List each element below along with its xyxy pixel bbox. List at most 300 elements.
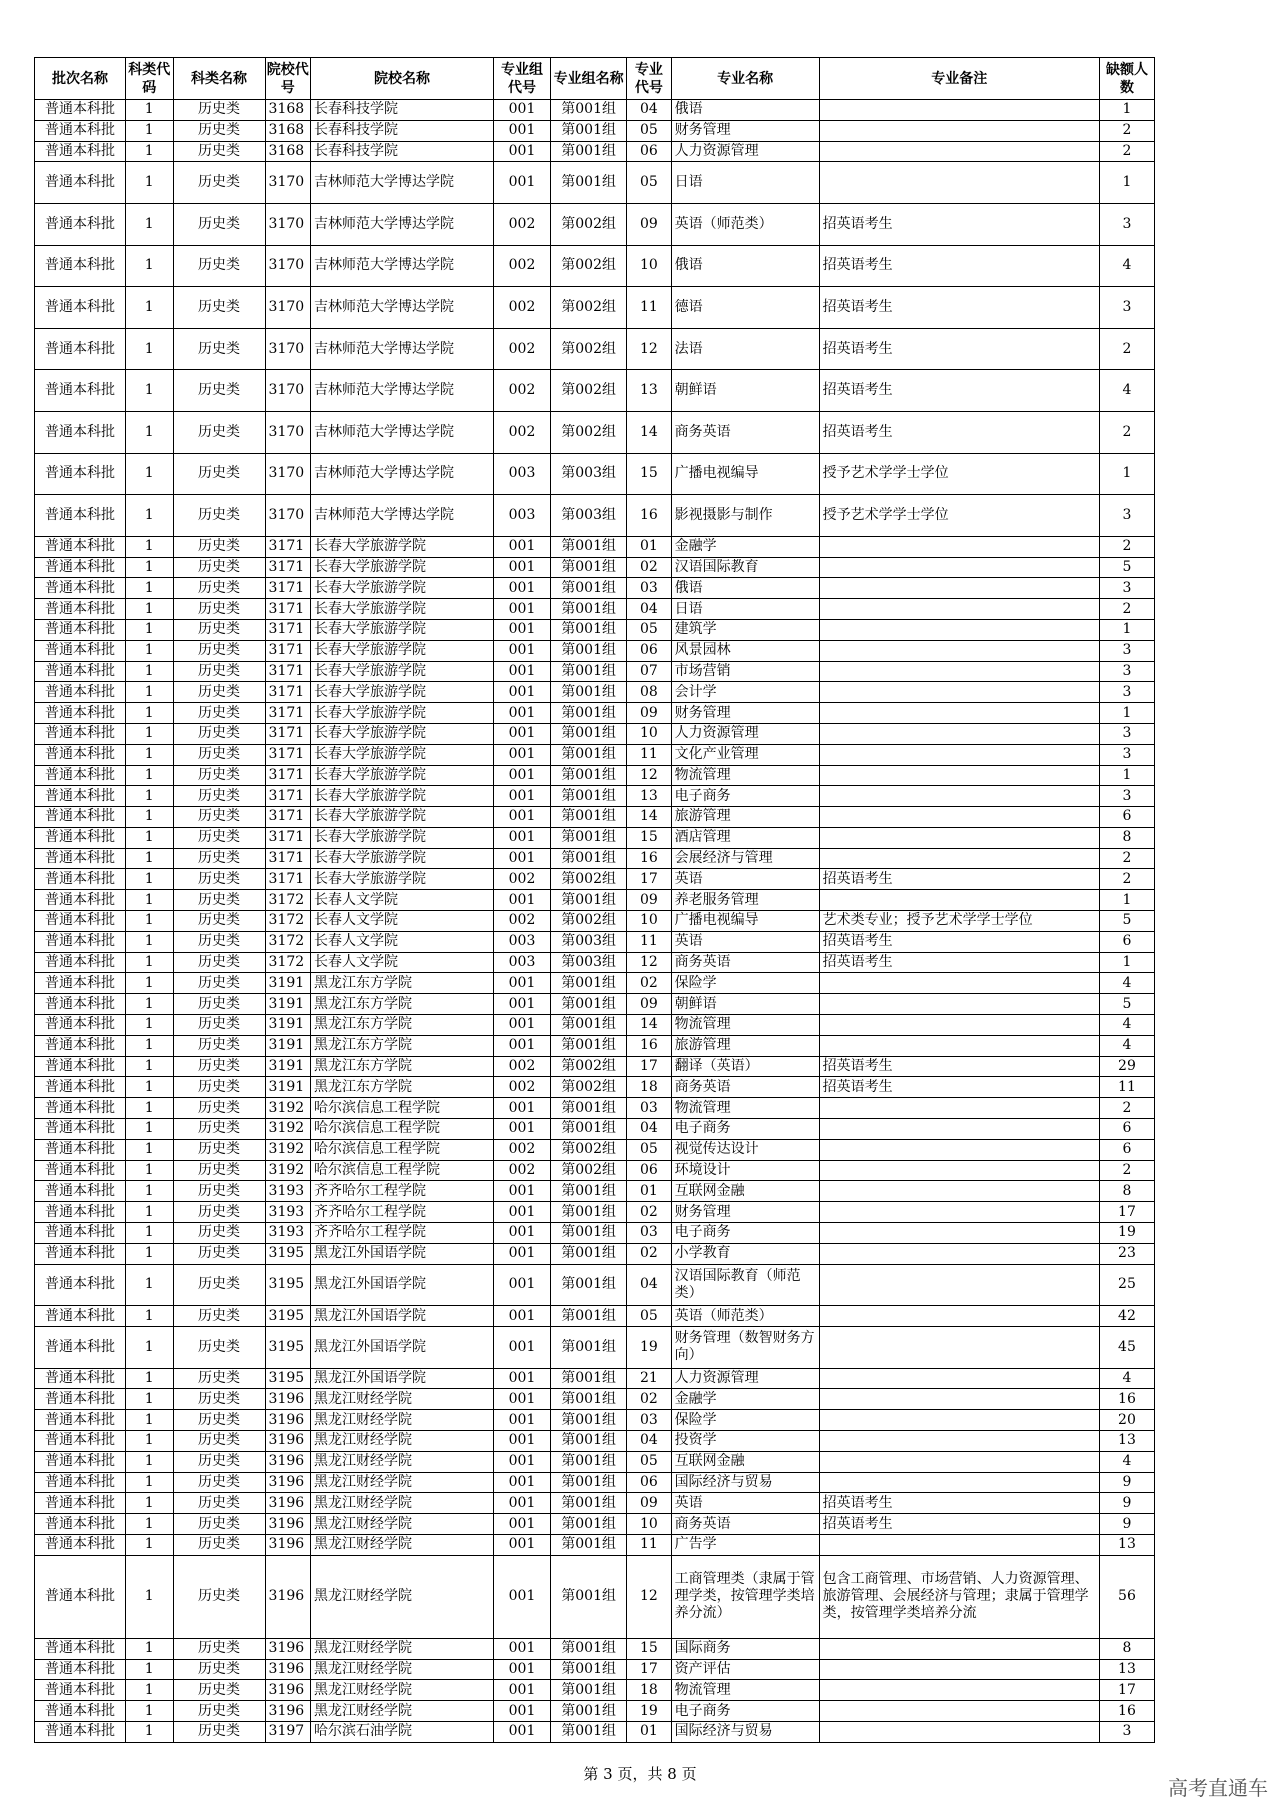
cell-school-code: 3170 [265, 287, 310, 329]
cell-major-note [819, 1327, 1099, 1369]
cell-major-code: 14 [627, 1015, 671, 1036]
cell-category-name: 历史类 [173, 1202, 265, 1223]
cell-category-code: 1 [125, 931, 173, 952]
cell-major-name: 互联网金融 [671, 1181, 819, 1202]
cell-group-code: 001 [493, 661, 550, 682]
cell-major-note [819, 1534, 1099, 1555]
cell-school-code: 3193 [265, 1223, 310, 1244]
cell-vacancy-count: 2 [1099, 328, 1154, 370]
cell-major-code: 03 [627, 1410, 671, 1431]
cell-school-name: 黑龙江东方学院 [311, 994, 494, 1015]
cell-major-note [819, 599, 1099, 620]
cell-category-code: 1 [125, 1493, 173, 1514]
table-row [35, 1077, 1155, 1098]
cell-school-code: 3171 [265, 640, 310, 661]
cell-major-code: 10 [627, 911, 671, 932]
cell-major-code: 15 [627, 453, 671, 495]
table-row [35, 1306, 1155, 1327]
table-row [35, 765, 1155, 786]
cell-group-name: 第002组 [551, 411, 627, 453]
cell-major-note [819, 557, 1099, 578]
cell-major-name: 电子商务 [671, 1701, 819, 1722]
cell-category-code: 1 [125, 1035, 173, 1056]
cell-major-name: 保险学 [671, 973, 819, 994]
cell-category-name: 历史类 [173, 994, 265, 1015]
cell-category-name: 历史类 [173, 703, 265, 724]
cell-major-code: 17 [627, 1659, 671, 1680]
cell-category-code: 1 [125, 1181, 173, 1202]
table-row [35, 1680, 1155, 1701]
cell-major-code: 06 [627, 1472, 671, 1493]
cell-category-code: 1 [125, 1202, 173, 1223]
cell-school-name: 哈尔滨信息工程学院 [311, 1160, 494, 1181]
cell-major-note: 招英语考生 [819, 245, 1099, 287]
cell-major-code: 14 [627, 411, 671, 453]
cell-group-name: 第001组 [551, 682, 627, 703]
cell-major-code: 07 [627, 661, 671, 682]
cell-major-name: 酒店管理 [671, 827, 819, 848]
cell-school-code: 3170 [265, 328, 310, 370]
table-row [35, 1368, 1155, 1389]
cell-major-code: 11 [627, 1534, 671, 1555]
cell-major-code: 16 [627, 848, 671, 869]
cell-category-code: 1 [125, 661, 173, 682]
cell-school-code: 3191 [265, 1056, 310, 1077]
cell-major-note: 招英语考生 [819, 952, 1099, 973]
cell-category-code: 1 [125, 1451, 173, 1472]
cell-category-name: 历史类 [173, 890, 265, 911]
cell-group-name: 第001组 [551, 100, 627, 121]
cell-batch-name: 普通本科批 [35, 1035, 126, 1056]
header-major-name: 专业名称 [671, 58, 819, 100]
cell-group-code: 002 [493, 370, 550, 412]
cell-group-name: 第001组 [551, 1680, 627, 1701]
table-row [35, 1035, 1155, 1056]
cell-major-note: 招英语考生 [819, 203, 1099, 245]
cell-vacancy-count: 3 [1099, 640, 1154, 661]
cell-major-code: 05 [627, 1451, 671, 1472]
table-row [35, 1410, 1155, 1431]
cell-major-note [819, 1389, 1099, 1410]
cell-major-code: 06 [627, 640, 671, 661]
cell-vacancy-count: 2 [1099, 536, 1154, 557]
cell-category-name: 历史类 [173, 1389, 265, 1410]
cell-group-name: 第001组 [551, 1035, 627, 1056]
cell-major-name: 金融学 [671, 1389, 819, 1410]
cell-major-code: 05 [627, 120, 671, 141]
cell-category-code: 1 [125, 411, 173, 453]
cell-major-code: 08 [627, 682, 671, 703]
cell-school-code: 3191 [265, 1035, 310, 1056]
cell-major-code: 01 [627, 1721, 671, 1742]
cell-major-code: 09 [627, 994, 671, 1015]
cell-major-code: 12 [627, 1555, 671, 1638]
cell-school-code: 3192 [265, 1139, 310, 1160]
cell-major-code: 02 [627, 557, 671, 578]
cell-major-code: 17 [627, 869, 671, 890]
cell-major-note [819, 1368, 1099, 1389]
table-row [35, 557, 1155, 578]
cell-category-name: 历史类 [173, 848, 265, 869]
cell-category-code: 1 [125, 1139, 173, 1160]
table-row [35, 1659, 1155, 1680]
cell-major-name: 法语 [671, 328, 819, 370]
cell-category-name: 历史类 [173, 619, 265, 640]
cell-batch-name: 普通本科批 [35, 328, 126, 370]
cell-category-name: 历史类 [173, 1451, 265, 1472]
cell-school-code: 3171 [265, 703, 310, 724]
cell-major-note [819, 1680, 1099, 1701]
cell-category-code: 1 [125, 807, 173, 828]
cell-major-note [819, 1223, 1099, 1244]
cell-major-code: 02 [627, 973, 671, 994]
cell-school-name: 黑龙江财经学院 [311, 1514, 494, 1535]
cell-major-code: 09 [627, 890, 671, 911]
cell-school-code: 3170 [265, 370, 310, 412]
cell-category-name: 历史类 [173, 1181, 265, 1202]
cell-batch-name: 普通本科批 [35, 848, 126, 869]
cell-group-name: 第001组 [551, 848, 627, 869]
table-row [35, 952, 1155, 973]
cell-group-name: 第001组 [551, 1389, 627, 1410]
cell-group-name: 第001组 [551, 141, 627, 162]
header-major-note: 专业备注 [819, 58, 1099, 100]
cell-category-name: 历史类 [173, 1493, 265, 1514]
cell-category-name: 历史类 [173, 807, 265, 828]
cell-school-name: 黑龙江外国语学院 [311, 1306, 494, 1327]
cell-major-code: 14 [627, 807, 671, 828]
cell-school-name: 长春人文学院 [311, 952, 494, 973]
cell-group-name: 第001组 [551, 619, 627, 640]
cell-category-name: 历史类 [173, 370, 265, 412]
table-row [35, 1493, 1155, 1514]
cell-group-code: 003 [493, 931, 550, 952]
cell-group-code: 003 [493, 952, 550, 973]
cell-major-note: 招英语考生 [819, 869, 1099, 890]
cell-category-name: 历史类 [173, 827, 265, 848]
cell-school-name: 黑龙江东方学院 [311, 1035, 494, 1056]
header-category-name: 科类名称 [173, 58, 265, 100]
cell-batch-name: 普通本科批 [35, 599, 126, 620]
cell-batch-name: 普通本科批 [35, 1659, 126, 1680]
cell-school-name: 黑龙江东方学院 [311, 1015, 494, 1036]
cell-category-code: 1 [125, 911, 173, 932]
cell-major-note [819, 1243, 1099, 1264]
cell-major-note [819, 1306, 1099, 1327]
cell-group-name: 第001组 [551, 807, 627, 828]
cell-school-code: 3196 [265, 1638, 310, 1659]
cell-batch-name: 普通本科批 [35, 557, 126, 578]
cell-major-note [819, 536, 1099, 557]
cell-category-name: 历史类 [173, 1306, 265, 1327]
cell-major-code: 19 [627, 1327, 671, 1369]
cell-vacancy-count: 2 [1099, 411, 1154, 453]
cell-group-name: 第001组 [551, 1327, 627, 1369]
table-row [35, 786, 1155, 807]
table-row [35, 1160, 1155, 1181]
cell-vacancy-count: 3 [1099, 744, 1154, 765]
cell-major-name: 旅游管理 [671, 1035, 819, 1056]
cell-school-name: 黑龙江财经学院 [311, 1555, 494, 1638]
cell-major-code: 18 [627, 1077, 671, 1098]
cell-school-code: 3171 [265, 807, 310, 828]
cell-category-code: 1 [125, 557, 173, 578]
cell-major-note [819, 661, 1099, 682]
cell-category-name: 历史类 [173, 1139, 265, 1160]
table-row [35, 619, 1155, 640]
cell-major-name: 保险学 [671, 1410, 819, 1431]
cell-school-code: 3171 [265, 723, 310, 744]
table-row [35, 640, 1155, 661]
cell-school-name: 长春人文学院 [311, 931, 494, 952]
cell-major-name: 会计学 [671, 682, 819, 703]
cell-vacancy-count: 3 [1099, 1721, 1154, 1742]
cell-batch-name: 普通本科批 [35, 1243, 126, 1264]
cell-batch-name: 普通本科批 [35, 1181, 126, 1202]
cell-major-name: 物流管理 [671, 1680, 819, 1701]
cell-category-code: 1 [125, 703, 173, 724]
table-row [35, 1181, 1155, 1202]
cell-group-name: 第001组 [551, 765, 627, 786]
cell-batch-name: 普通本科批 [35, 1451, 126, 1472]
cell-school-name: 长春大学旅游学院 [311, 640, 494, 661]
cell-batch-name: 普通本科批 [35, 1701, 126, 1722]
cell-category-code: 1 [125, 640, 173, 661]
cell-group-code: 002 [493, 411, 550, 453]
cell-category-name: 历史类 [173, 869, 265, 890]
cell-category-code: 1 [125, 1721, 173, 1742]
cell-category-code: 1 [125, 786, 173, 807]
cell-school-code: 3171 [265, 765, 310, 786]
cell-school-code: 3168 [265, 120, 310, 141]
cell-major-note [819, 1181, 1099, 1202]
cell-vacancy-count: 1 [1099, 100, 1154, 121]
cell-group-name: 第001组 [551, 744, 627, 765]
cell-category-code: 1 [125, 869, 173, 890]
cell-school-name: 长春大学旅游学院 [311, 869, 494, 890]
cell-batch-name: 普通本科批 [35, 453, 126, 495]
cell-school-name: 长春人文学院 [311, 890, 494, 911]
cell-major-note [819, 1098, 1099, 1119]
cell-vacancy-count: 42 [1099, 1306, 1154, 1327]
cell-group-name: 第001组 [551, 1243, 627, 1264]
cell-batch-name: 普通本科批 [35, 1056, 126, 1077]
cell-category-name: 历史类 [173, 162, 265, 204]
cell-school-name: 黑龙江东方学院 [311, 973, 494, 994]
cell-major-name: 互联网金融 [671, 1451, 819, 1472]
cell-school-code: 3196 [265, 1701, 310, 1722]
cell-major-name: 财务管理 [671, 703, 819, 724]
cell-vacancy-count: 13 [1099, 1431, 1154, 1452]
cell-school-code: 3171 [265, 827, 310, 848]
header-major-code: 专业代号 [627, 58, 671, 100]
cell-major-code: 11 [627, 744, 671, 765]
cell-school-name: 黑龙江外国语学院 [311, 1327, 494, 1369]
cell-vacancy-count: 4 [1099, 1035, 1154, 1056]
cell-major-code: 18 [627, 1680, 671, 1701]
cell-major-note [819, 1160, 1099, 1181]
cell-group-name: 第001组 [551, 723, 627, 744]
cell-category-code: 1 [125, 848, 173, 869]
cell-vacancy-count: 8 [1099, 1638, 1154, 1659]
cell-major-name: 会展经济与管理 [671, 848, 819, 869]
cell-group-name: 第002组 [551, 869, 627, 890]
cell-group-name: 第001组 [551, 661, 627, 682]
cell-category-name: 历史类 [173, 1514, 265, 1535]
table-row [35, 1098, 1155, 1119]
cell-group-name: 第001组 [551, 1472, 627, 1493]
cell-batch-name: 普通本科批 [35, 1327, 126, 1369]
cell-school-code: 3170 [265, 162, 310, 204]
cell-major-code: 11 [627, 931, 671, 952]
table-row [35, 1056, 1155, 1077]
cell-major-name: 旅游管理 [671, 807, 819, 828]
cell-school-name: 黑龙江外国语学院 [311, 1368, 494, 1389]
cell-category-name: 历史类 [173, 1098, 265, 1119]
cell-major-name: 财务管理 [671, 1202, 819, 1223]
cell-major-name: 人力资源管理 [671, 141, 819, 162]
cell-major-code: 05 [627, 162, 671, 204]
cell-major-note [819, 1139, 1099, 1160]
cell-vacancy-count: 3 [1099, 495, 1154, 537]
cell-major-note: 招英语考生 [819, 370, 1099, 412]
cell-group-name: 第001组 [551, 1202, 627, 1223]
table-row [35, 162, 1155, 204]
cell-group-code: 001 [493, 1555, 550, 1638]
table-row [35, 1638, 1155, 1659]
cell-category-code: 1 [125, 723, 173, 744]
table-row [35, 1451, 1155, 1472]
cell-group-code: 001 [493, 1451, 550, 1472]
cell-major-code: 03 [627, 1223, 671, 1244]
cell-school-name: 长春大学旅游学院 [311, 661, 494, 682]
cell-school-code: 3192 [265, 1160, 310, 1181]
cell-group-name: 第001组 [551, 786, 627, 807]
cell-major-name: 物流管理 [671, 1098, 819, 1119]
cell-category-name: 历史类 [173, 578, 265, 599]
cell-major-code: 13 [627, 786, 671, 807]
cell-school-code: 3195 [265, 1368, 310, 1389]
cell-group-name: 第001组 [551, 1514, 627, 1535]
cell-school-name: 吉林师范大学博达学院 [311, 245, 494, 287]
cell-major-code: 05 [627, 1306, 671, 1327]
cell-group-name: 第002组 [551, 1160, 627, 1181]
cell-group-code: 002 [493, 287, 550, 329]
cell-category-code: 1 [125, 1160, 173, 1181]
cell-batch-name: 普通本科批 [35, 911, 126, 932]
cell-batch-name: 普通本科批 [35, 1680, 126, 1701]
cell-batch-name: 普通本科批 [35, 827, 126, 848]
cell-group-code: 001 [493, 1015, 550, 1036]
cell-school-code: 3197 [265, 1721, 310, 1742]
cell-major-name: 电子商务 [671, 786, 819, 807]
cell-school-code: 3196 [265, 1472, 310, 1493]
cell-batch-name: 普通本科批 [35, 1264, 126, 1306]
cell-school-name: 齐齐哈尔工程学院 [311, 1202, 494, 1223]
header-vacancy-count: 缺额人数 [1099, 58, 1154, 100]
cell-category-name: 历史类 [173, 120, 265, 141]
table-row [35, 370, 1155, 412]
table-row [35, 744, 1155, 765]
cell-major-code: 17 [627, 1056, 671, 1077]
header-school-name: 院校名称 [311, 58, 494, 100]
cell-group-code: 001 [493, 578, 550, 599]
cell-group-code: 001 [493, 557, 550, 578]
cell-vacancy-count: 20 [1099, 1410, 1154, 1431]
cell-category-code: 1 [125, 1264, 173, 1306]
cell-vacancy-count: 3 [1099, 578, 1154, 599]
cell-school-code: 3195 [265, 1264, 310, 1306]
cell-category-code: 1 [125, 1077, 173, 1098]
cell-group-name: 第001组 [551, 1431, 627, 1452]
cell-major-name: 养老服务管理 [671, 890, 819, 911]
cell-batch-name: 普通本科批 [35, 120, 126, 141]
cell-major-note [819, 1721, 1099, 1742]
cell-major-note [819, 1451, 1099, 1472]
cell-category-code: 1 [125, 1431, 173, 1452]
cell-category-name: 历史类 [173, 1160, 265, 1181]
cell-category-code: 1 [125, 1534, 173, 1555]
table-row [35, 1139, 1155, 1160]
cell-vacancy-count: 8 [1099, 827, 1154, 848]
cell-major-note: 招英语考生 [819, 328, 1099, 370]
cell-major-code: 21 [627, 1368, 671, 1389]
header-school-code: 院校代号 [265, 58, 310, 100]
cell-group-name: 第002组 [551, 203, 627, 245]
cell-group-code: 001 [493, 1181, 550, 1202]
cell-major-note [819, 100, 1099, 121]
cell-group-name: 第001组 [551, 578, 627, 599]
cell-school-code: 3196 [265, 1431, 310, 1452]
cell-category-name: 历史类 [173, 682, 265, 703]
cell-school-name: 长春大学旅游学院 [311, 848, 494, 869]
cell-category-code: 1 [125, 1223, 173, 1244]
cell-vacancy-count: 4 [1099, 1015, 1154, 1036]
cell-group-name: 第002组 [551, 911, 627, 932]
table-row [35, 100, 1155, 121]
cell-vacancy-count: 19 [1099, 1223, 1154, 1244]
cell-category-code: 1 [125, 599, 173, 620]
cell-group-code: 002 [493, 1056, 550, 1077]
cell-category-name: 历史类 [173, 786, 265, 807]
cell-group-code: 001 [493, 973, 550, 994]
cell-batch-name: 普通本科批 [35, 744, 126, 765]
cell-major-code: 09 [627, 703, 671, 724]
cell-school-name: 长春大学旅游学院 [311, 807, 494, 828]
cell-major-note: 招英语考生 [819, 287, 1099, 329]
cell-group-name: 第001组 [551, 599, 627, 620]
cell-school-name: 黑龙江财经学院 [311, 1493, 494, 1514]
cell-category-name: 历史类 [173, 744, 265, 765]
table-row [35, 1223, 1155, 1244]
cell-category-code: 1 [125, 328, 173, 370]
cell-major-note [819, 723, 1099, 744]
cell-category-name: 历史类 [173, 931, 265, 952]
cell-batch-name: 普通本科批 [35, 1306, 126, 1327]
cell-school-name: 黑龙江财经学院 [311, 1389, 494, 1410]
cell-school-code: 3171 [265, 786, 310, 807]
cell-school-code: 3196 [265, 1680, 310, 1701]
cell-category-name: 历史类 [173, 1431, 265, 1452]
cell-major-code: 04 [627, 1431, 671, 1452]
cell-group-name: 第001组 [551, 557, 627, 578]
cell-batch-name: 普通本科批 [35, 162, 126, 204]
cell-major-code: 01 [627, 1181, 671, 1202]
cell-school-code: 3168 [265, 141, 310, 162]
cell-batch-name: 普通本科批 [35, 203, 126, 245]
cell-major-note [819, 827, 1099, 848]
cell-category-name: 历史类 [173, 141, 265, 162]
